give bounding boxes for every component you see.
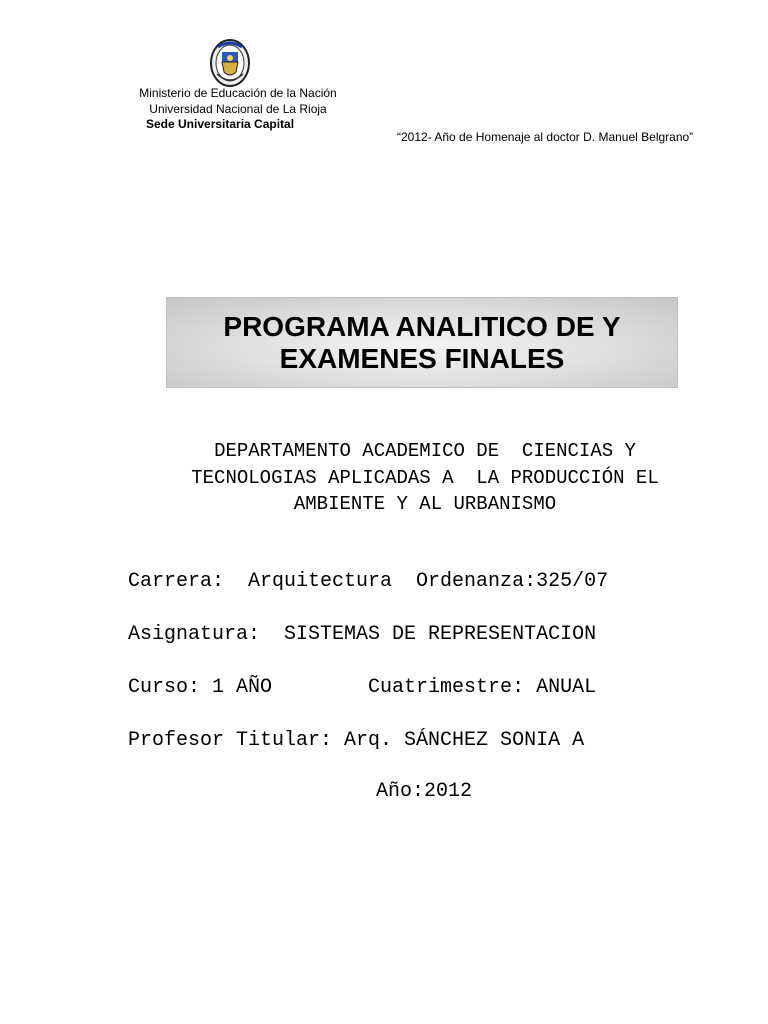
- year-field: Año:2012: [375, 780, 472, 803]
- department-line-2: TECNOLOGIAS APLICADAS A LA PRODUCCIÓN EL: [191, 466, 659, 489]
- institution-header: [118, 86, 358, 133]
- curso-field: Curso: 1 AÑO Cuatrimestre: ANUAL: [128, 676, 597, 699]
- ministry-line: Ministerio de Educación de la Nación: [139, 86, 337, 100]
- asignatura-field: Asignatura: SISTEMAS DE REPRESENTACION: [128, 623, 597, 646]
- title-line-1: PROGRAMA ANALITICO DE Y: [223, 310, 621, 342]
- university-line: Universidad Nacional de La Rioja: [149, 101, 327, 116]
- year-motto: “2012- Año de Homenaje al doctor D. Manuel Belgrano”: [397, 130, 694, 144]
- carrera-field: Carrera: Arquitectura Ordenanza:325/07: [128, 570, 609, 593]
- department-line-1: DEPARTAMENTO ACADEMICO DE CIENCIAS Y: [214, 440, 636, 462]
- university-crest-icon: [209, 38, 251, 88]
- profesor-field: Profesor Titular: Arq. SÁNCHEZ SONIA A: [128, 729, 585, 752]
- department-line-3: AMBIENTE Y AL URBANISMO: [293, 493, 557, 515]
- department-heading: [120, 438, 730, 518]
- title-line-2: EXAMENES FINALES: [279, 342, 565, 374]
- campus-line: Sede Universitaria Capital: [146, 117, 295, 131]
- document-title-box: [166, 297, 678, 388]
